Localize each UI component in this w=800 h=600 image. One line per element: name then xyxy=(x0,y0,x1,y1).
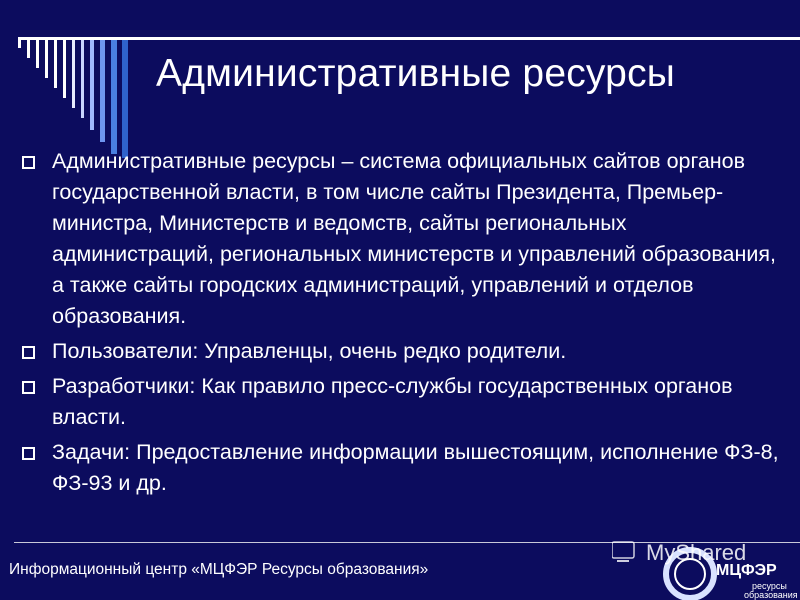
logo-line1: ресурсы xyxy=(752,581,787,591)
bullet-item xyxy=(22,371,782,433)
bullet-list xyxy=(22,146,782,503)
bullet-text: Разработчики: Как правило пресс-службы государственных органов власти. xyxy=(52,374,733,429)
mcfer-logo xyxy=(612,538,800,600)
footer-text: Информационный центр «МЦФЭР Ресурсы образования» xyxy=(9,561,429,578)
bullet-item xyxy=(22,146,782,332)
bullet-item xyxy=(22,336,782,367)
logo-brand: МЦФЭР xyxy=(716,562,777,579)
bullet-item xyxy=(22,437,782,499)
bullet-text: Административные ресурсы – система официальных сайтов органов государственной власти, в том числе сайты Президента, Премьер-министра, Министерств и ведомств, сайты региональных администраций, региональных министерств и управлений образования, а также сайты городских администраций, управлений и отделов образования. xyxy=(52,149,776,328)
bullet-text: Пользователи: Управленцы, очень редко родители. xyxy=(52,339,567,363)
decorative-stripes xyxy=(0,0,140,160)
bullet-text: Задачи: Предоставление информации вышестоящим, исполнение ФЗ-8, ФЗ-93 и др. xyxy=(52,440,779,495)
logo-watermark: MyShared xyxy=(646,540,747,565)
top-rule xyxy=(18,37,800,40)
logo-line2: образования xyxy=(744,590,798,600)
square-bullet-icon xyxy=(22,346,35,359)
slide-title: Административные ресурсы xyxy=(156,52,675,95)
square-bullet-icon xyxy=(22,156,35,169)
square-bullet-icon xyxy=(22,381,35,394)
square-bullet-icon xyxy=(22,447,35,460)
